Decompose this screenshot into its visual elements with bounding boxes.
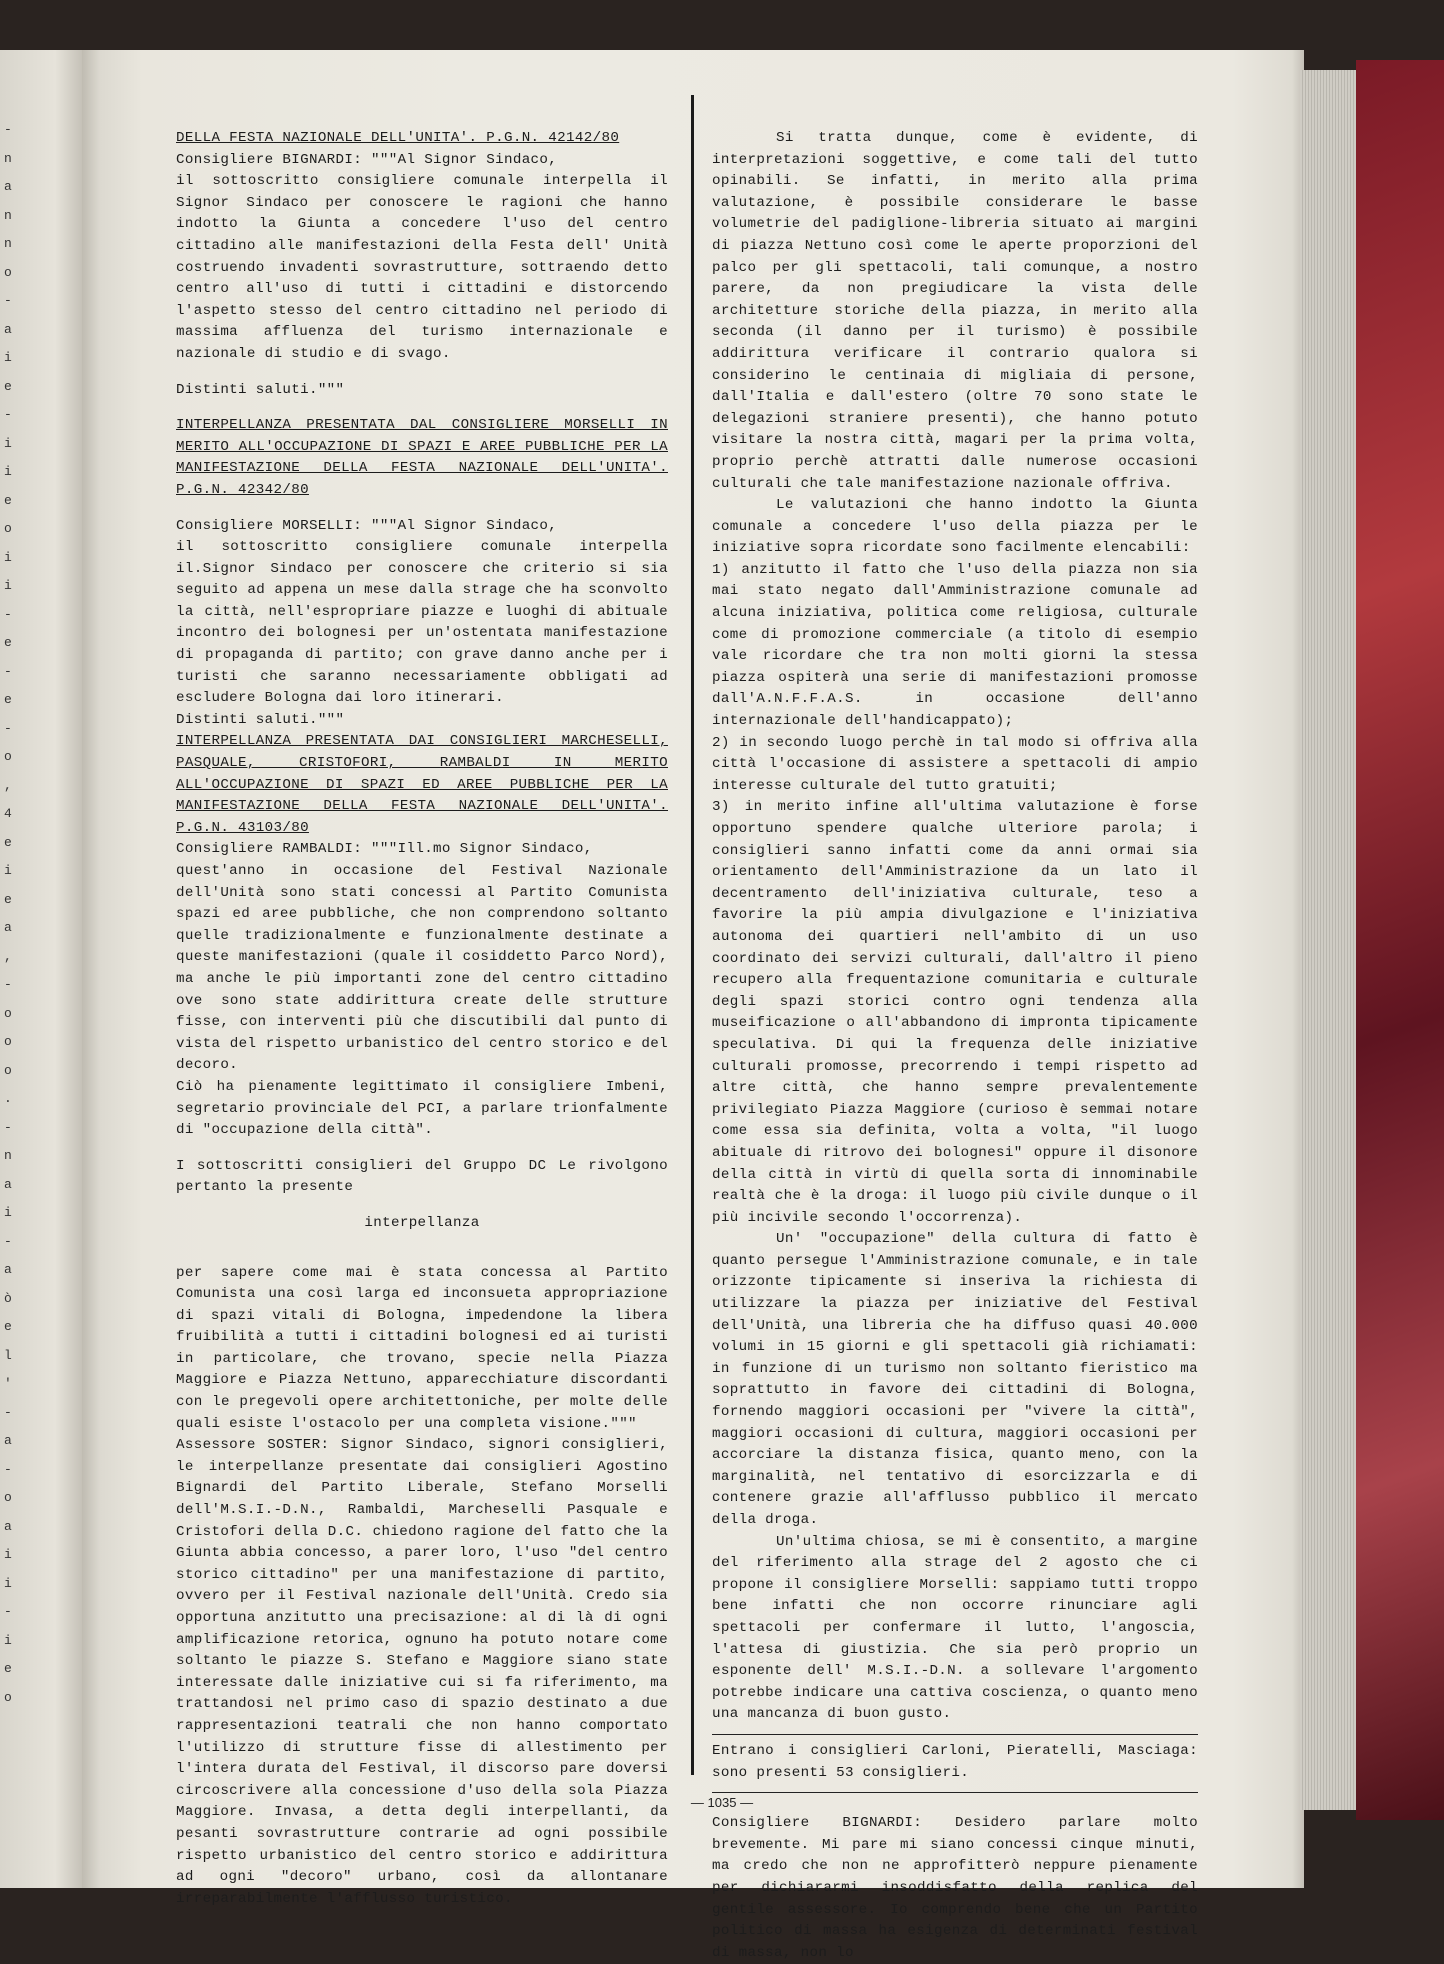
margin-mark: o bbox=[4, 1689, 12, 1705]
margin-mark: i bbox=[4, 578, 12, 593]
margin-mark: - bbox=[4, 293, 12, 308]
paragraph: Distinti saluti.""" bbox=[176, 381, 345, 398]
margin-mark: n bbox=[4, 150, 12, 166]
paragraph: 1) anzitutto il fatto che l'uso della piazza non sia mai stato negato dall'Amministrazione comunale ad alcuna iniziativa, politica come religiosa, culturale come di promozione commerciale (a titolo di esempio vale ricordare che tra non molti giorni la stessa piazza ospiterà una serie di manifestazioni promosse dall'A.N.F.F.A.S. in occasione dell'anno internazionale dell'handicappato); bbox=[712, 561, 1198, 730]
margin-mark: o bbox=[4, 1490, 12, 1505]
margin-mark: n bbox=[4, 236, 12, 251]
paragraph: Un'ultima chiosa, se mi è consentito, a margine del riferimento alla strage del 2 agosto che ci propone il consigliere Morselli: sappiamo tutti troppo bene infatti che non occorre rinunciare agli spettacoli per confermare il lutto, l'angoscia, l'attesa di giustizia. Che sia però proprio un esponente dell' M.S.I.-D.N. a sollevare l'argomento potrebbe indicare una cattiva coscienza, o quanto meno una mancanza di buon gusto. bbox=[712, 1533, 1198, 1723]
margin-mark: e bbox=[4, 692, 12, 707]
margin-mark: i bbox=[4, 464, 12, 479]
margin-mark: e bbox=[4, 834, 12, 850]
margin-mark: - bbox=[4, 1119, 12, 1135]
margin-mark: - bbox=[4, 407, 12, 422]
margin-mark: - bbox=[4, 720, 12, 736]
margin-mark: e bbox=[4, 378, 12, 394]
margin-mark: e bbox=[4, 1319, 12, 1334]
margin-mark: i bbox=[4, 1632, 12, 1648]
paragraph: Consigliere BIGNARDI: Desidero parlare molto brevemente. Mi pare mi siano concessi cinque minuti, ma credo che non ne approfitterò neppure pienamente per dichiararmi insoddisfatto della replica del gentile assessore. Io comprendo bene che un Partito politico di massa ha esigenza di determinati festival di massa, non lo bbox=[712, 1815, 1198, 1961]
book-cover bbox=[1356, 60, 1444, 1820]
paragraph: 3) in merito infine all'ultima valutazione è forse opportuno spendere qualche ulteriore parola; i consiglieri sanno infatti come da anni ormai sia orientamento dell'Amministrazione da un lato il decentramento dell'iniziativa culturale, teso a favorire la più ampia divulgazione e l'iniziativa autonoma dei quartieri nell'ambito di un uso coordinato dei servizi culturali, dall'altro il pieno recupero alla frequentazione comunitaria e culturale degli spazi storici contro ogni tendenza alla museificazione o all'abbandono di impronta tipicamente speculativa. Di qui la frequenza delle iniziative culturali promosse, precorrendo i tempi rispetto ad altre città, che hanno sempre prevalentemente privilegiato Piazza Maggiore (curioso è semmai notare come essa sia definita, volta a volta, "il luogo abituale di ritrovo dei bolognesi" oppure il disonore della città in virtù di quella sorta di innominabile realtà che è la droga: il luogo più civile dunque o il più incivile secondo l'occorrenza). bbox=[712, 799, 1198, 1226]
margin-mark: a bbox=[4, 1176, 12, 1192]
margin-mark: i bbox=[4, 863, 12, 878]
margin-mark: i bbox=[4, 350, 12, 365]
paragraph: il sottoscritto consigliere comunale interpella il Signor Sindaco per conoscere le ragioni che hanno indotto la Giunta a concedere l'uso del centro cittadino alle manifestazioni della Festa dell' Unità costruendo invadenti sovrastrutture, sottraendo detto centro all'uso di tutti i cittadini e distorcendo l'aspetto stesso del centro cittadino nel periodo di massima affluenza del turismo internazionale e nazionale di studio e di svago. bbox=[176, 173, 668, 362]
margin-mark: 4 bbox=[4, 806, 12, 821]
left-column bbox=[176, 128, 668, 1910]
spacer bbox=[176, 401, 668, 415]
paragraph: Consigliere MORSELLI: """Al Signor Sindaco, bbox=[176, 517, 558, 534]
margin-mark: - bbox=[4, 1604, 12, 1619]
margin-mark: e bbox=[4, 635, 12, 650]
paragraph: Consigliere BIGNARDI: """Al Signor Sindaco, bbox=[176, 151, 558, 168]
margin-mark: . bbox=[4, 1091, 12, 1106]
paragraph: Consigliere RAMBALDI: """Ill.mo Signor Sindaco, bbox=[176, 841, 593, 858]
paragraph: Distinti saluti.""" bbox=[176, 711, 345, 728]
paragraph: INTERPELLANZA PRESENTATA DAI CONSIGLIERI MARCHESELLI, PASQUALE, CRISTOFORI, RAMBALDI IN MERITO ALL'OCCUPAZIONE DI SPAZI ED AREE PUBBLICHE PER LA MANIFESTAZIONE DELLA FESTA NAZIONALE DELL'UNITA'. P.G.N. 43103/80 bbox=[176, 733, 668, 836]
margin-mark: o bbox=[4, 521, 12, 536]
margin-mark: o bbox=[4, 264, 12, 280]
paragraph: DELLA FESTA NAZIONALE DELL'UNITA'. P.G.N. 42142/80 bbox=[176, 130, 620, 146]
margin-mark: - bbox=[4, 977, 12, 992]
margin-mark: o bbox=[4, 1062, 12, 1078]
margin-mark: - bbox=[4, 1233, 12, 1249]
spacer bbox=[176, 502, 668, 516]
margin-mark: e bbox=[4, 1661, 12, 1676]
margin-mark: o bbox=[4, 749, 12, 764]
spacer bbox=[176, 1249, 668, 1263]
paragraph: Assessore SOSTER: Signor Sindaco, signori consiglieri, le interpellanze presentate dai consiglieri Agostino Bignardi del Partito Liberale, Stefano Morselli dell'M.S.I.-D.N., Rambaldi, Marcheselli Pasquale e Cristofori della D.C. chiedono ragione del fatto che la Giunta abbia concesso, a parer loro, l'uso "del centro storico cittadino" per una manifestazione di partito, ovvero per il Festival nazionale dell'Unità. Credo sia opportuna anzitutto una precisazione: al di là di ogni amplificazione retorica, ognuno ha potuto notare come soltanto le piazze S. Stefano e Maggiore siano state interessate dalle iniziative cui si fa riferimento, ma trattandosi nel primo caso di spazio destinato a due rappresentazioni teatrali che non hanno comportato l'utilizzo di strutture fisse di allestimento per l'intera durata del Festival, il discorso pare doversi circoscrivere alla concessione d'uso della sola Piazza Maggiore. Invasa, a detta degli interpellanti, da pesanti sovrastrutture contrarie ad ogni possibile rispetto urbanistico del centro storico e addirittura ad ogni "decoro" urbano, così da allontanare irreparabilmente l'afflusso turistico. bbox=[176, 1437, 668, 1907]
paragraph: Ciò ha pienamente legittimato il consigliere Imbeni, segretario provinciale del PCI, a parlare trionfalmente di "occupazione della città". bbox=[176, 1078, 668, 1139]
margin-mark: i bbox=[4, 1547, 12, 1562]
spacer bbox=[176, 1235, 668, 1249]
margin-mark: , bbox=[4, 948, 12, 964]
margin-mark: - bbox=[4, 1404, 12, 1420]
margin-mark: o bbox=[4, 1034, 12, 1049]
margin-mark: i bbox=[4, 1205, 12, 1220]
margin-mark: ' bbox=[4, 1376, 12, 1391]
margin-mark: i bbox=[4, 1575, 12, 1591]
margin-mark: a bbox=[4, 179, 12, 194]
column-divider bbox=[691, 95, 694, 1775]
margin-mark: o bbox=[4, 1005, 12, 1021]
margin-mark: e bbox=[4, 891, 12, 907]
margin-mark: i bbox=[4, 549, 12, 565]
paragraph: Un' "occupazione" della cultura di fatto è quanto persegue l'Amministrazione comunale, e in tale orizzonte tipicamente si inseriva la richiesta di utilizzare la piazza per iniziative del Festival dell'Unità, una libreria che ha diffuso quasi 40.000 volumi in 15 giorni e gli spettacoli già richiamati: in funzione di un turismo non soltanto fieristico ma soprattutto in favore dei cittadini di Bologna, fornendo maggiori occasioni per "vivere la città", maggiori occasioni di cultura, maggiori occasioni per accorciare la distanza fisica, quanto meno, con la marginalità, nel tentativo di esorcizzarla e di contenere grazie all'afflusso pubblico il mercato della droga. bbox=[712, 1231, 1198, 1528]
paragraph: il sottoscritto consigliere comunale interpella il.Signor Sindaco per conoscere che criterio si sia seguito ad appena un mese dalla strage che ha sconvolto la città, nell'espropriare piazze e luoghi di abituale incontro dei bolognesi per un'ostentata manifestazione di propaganda di partito; con grave danno anche per i turisti che saranno necessariamente obbligati ad escludere Bologna dai loro itinerari. bbox=[176, 539, 668, 707]
paragraph: interpellanza bbox=[364, 1214, 480, 1231]
page-stack-edge bbox=[1300, 70, 1360, 1810]
margin-mark: , bbox=[4, 777, 12, 793]
paragraph: 2) in secondo luogo perchè in tal modo si offriva alla città l'occasione di assistere a spettacoli di ampio interesse culturale del tutto gratuiti; bbox=[712, 734, 1198, 794]
paragraph: Entrano i consiglieri Carloni, Pieratelli, Masciaga: sono presenti 53 consiglieri. bbox=[712, 1742, 1198, 1781]
paragraph: I sottoscritti consiglieri del Gruppo DC Le rivolgono pertanto la presente bbox=[176, 1157, 668, 1196]
margin-mark: a bbox=[4, 920, 12, 935]
margin-mark: ò bbox=[4, 1290, 12, 1306]
margin-mark: i bbox=[4, 435, 12, 451]
spacer bbox=[176, 366, 668, 380]
paragraph: per sapere come mai è stata concessa al Partito Comunista una così larga ed inconsueta appropriazione di spazi vitali di Bologna, impedendone la libera fruibilità a tutti i cittadini bolognesi ed ai turisti in particolare, che trovano, specie nella Piazza Maggiore e Piazza Nettuno, apparecchiature discordanti con le pregevoli opere architettoniche, per molte delle quali esiste l'ostacolo per una completa visione.""" bbox=[176, 1264, 668, 1432]
margin-mark: a bbox=[4, 1262, 12, 1277]
margin-mark: - bbox=[4, 122, 12, 137]
paragraph: INTERPELLANZA PRESENTATA DAL CONSIGLIERE MORSELLI IN MERITO ALL'OCCUPAZIONE DI SPAZI E AREE PUBBLICHE PER LA MANIFESTAZIONE DELLA FESTA NAZIONALE DELL'UNITA'. P.G.N. 42342/80 bbox=[176, 417, 668, 498]
spacer bbox=[176, 1199, 668, 1213]
paragraph: Le valutazioni che hanno indotto la Giunta comunale a concedere l'uso della piazza per le iniziative sopra ricordate sono facilmente elencabili: bbox=[712, 497, 1198, 557]
margin-mark: l bbox=[4, 1347, 12, 1363]
margin-mark: a bbox=[4, 321, 12, 337]
page-number: — 1035 — bbox=[690, 1795, 754, 1810]
margin-mark: a bbox=[4, 1433, 12, 1448]
facing-page-edge bbox=[0, 50, 92, 1888]
margin-mark: e bbox=[4, 492, 12, 508]
margin-mark: n bbox=[4, 1148, 12, 1163]
margin-mark: a bbox=[4, 1518, 12, 1534]
margin-mark: - bbox=[4, 606, 12, 622]
horizontal-rule bbox=[712, 1734, 1198, 1735]
margin-mark: - bbox=[4, 663, 12, 679]
right-column bbox=[712, 128, 1198, 1964]
margin-mark: - bbox=[4, 1461, 12, 1477]
paragraph: Si tratta dunque, come è evidente, di interpretazioni soggettive, e come tali del tutto opinabili. Se infatti, in merito alla prima valutazione, è possibile considerare le basse volumetrie del padiglione-libreria situato ai margini di piazza Nettuno così come le aperte proporzioni del palco per gli spettacoli, tali comunque, a nostro parere, da non pregiudicare la vista delle architetture storiche della piazza, in merito alla seconda (il danno per il turismo) è possibile addirittura verificare il contrario qualora si considerino le centinaia di migliaia di persone, dall'Italia e dall'estero (oltre 70 sono state le delegazioni straniere presenti), che hanno potuto visitare la nostra città, magari per la prima volta, proprio perchè attratti dalle numerose occasioni culturali che tale manifestazione nazionale offriva. bbox=[712, 130, 1198, 492]
margin-mark: n bbox=[4, 207, 12, 223]
spacer bbox=[176, 1142, 668, 1156]
paragraph: quest'anno in occasione del Festival Nazionale dell'Unità sono stati concessi al Partito Comunista spazi ed aree pubbliche, che non comprendono soltanto quelle tradizionalmente e funzionalmente destinate a queste manifestazioni (quale il cosiddetto Parco Nord), ma anche le più importanti zone del centro cittadino ove sono state addirittura create delle strutture fisse, con interventi più che discutibili dal punto di vista del rispetto urbanistico del centro storico e del decoro. bbox=[176, 863, 668, 1074]
horizontal-rule bbox=[712, 1792, 1198, 1793]
